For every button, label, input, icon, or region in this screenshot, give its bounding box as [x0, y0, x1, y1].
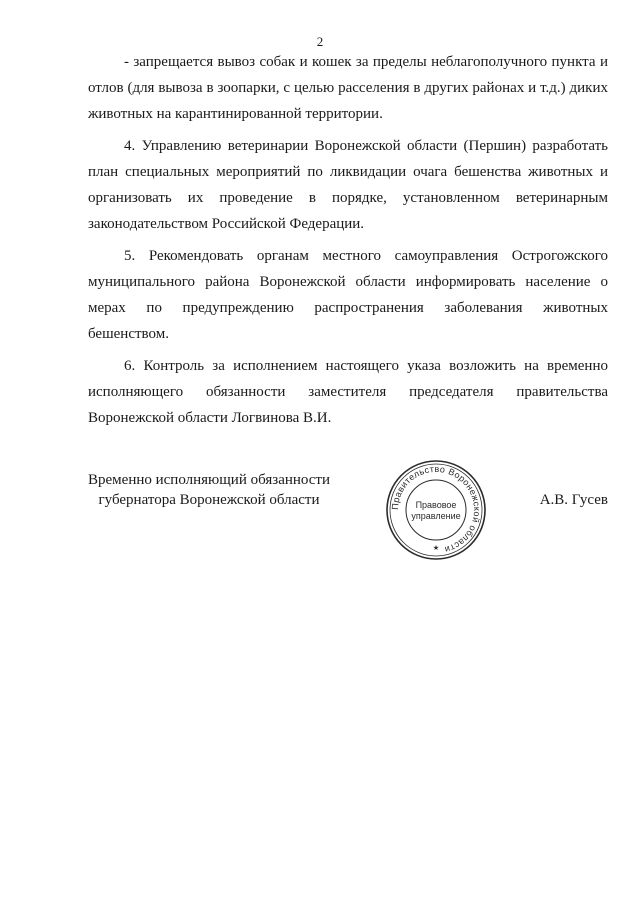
- signer-title: [88, 470, 330, 510]
- seal-ring-text: Правительство Воронежской области: [389, 463, 483, 555]
- seal-center-line-1: Правовое: [415, 500, 457, 510]
- official-seal: [384, 458, 488, 562]
- seal-center-line-2: управление: [411, 511, 461, 521]
- signer-title-line-1: Временно исполняющий обязанности: [88, 472, 331, 488]
- seal-star-icon: ★: [432, 544, 440, 552]
- paragraph-quarantine-restrictions: - запрещается вывоз собак и кошек за пределы неблагополучного пункта и отлов (для вывоза в зоопарки, с целью расселения в других районах и т.д.) диких животных на карантинированной территории.: [88, 54, 608, 122]
- signer-title-line-2: губернатора Воронежской области: [98, 492, 320, 508]
- page-number: 2: [316, 34, 324, 49]
- paragraph-item-5: 5. Рекомендовать органам местного самоуправления Острогожского муниципального района Воронежской области информировать население о мерах по предупреждению распространения заболевания животных бешенством.: [88, 248, 608, 342]
- paragraph-item-4: 4. Управлению ветеринарии Воронежской области (Першин) разработать план специальных мероприятий по ликвидации очага бешенства животных и организовать их проведение в порядке, установленном ветеринарным законодательством Российской Федерации.: [88, 138, 608, 232]
- signature-block: [88, 463, 608, 555]
- signer-name: А.В. Гусев: [539, 492, 608, 508]
- paragraph-item-6: 6. Контроль за исполнением настоящего указа возложить на временно исполняющего обязанности заместителя председателя правительства Воронежской области Логвинова В.И.: [88, 358, 608, 426]
- document-body: [88, 49, 608, 437]
